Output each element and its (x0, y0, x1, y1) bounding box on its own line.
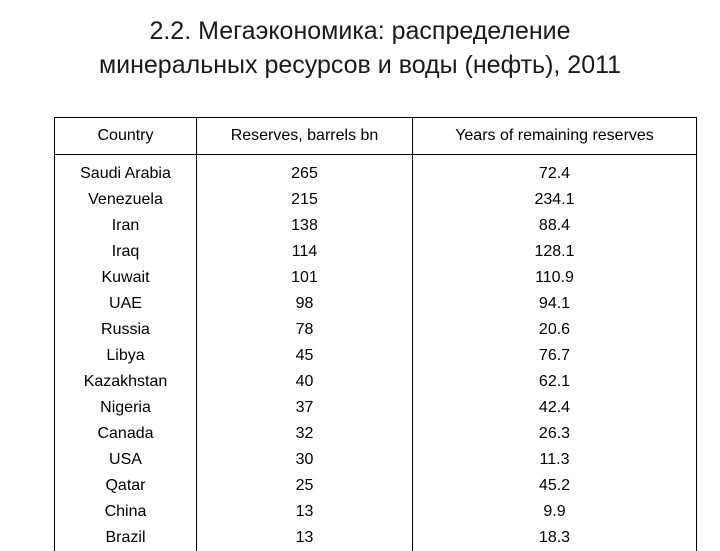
cell-reserves: 215 (197, 187, 413, 213)
cell-years: 62.1 (413, 369, 697, 395)
cell-reserves: 78 (197, 317, 413, 343)
table-row (55, 421, 697, 447)
table-row (55, 239, 697, 265)
cell-years: 110.9 (413, 265, 697, 291)
cell-country: Iraq (55, 239, 197, 265)
cell-years: 94.1 (413, 291, 697, 317)
table-row (55, 343, 697, 369)
cell-reserves: 37 (197, 395, 413, 421)
oil-reserves-table (54, 117, 697, 551)
cell-country: Saudi Arabia (55, 155, 197, 188)
table-row (55, 447, 697, 473)
cell-reserves: 30 (197, 447, 413, 473)
cell-reserves: 101 (197, 265, 413, 291)
cell-country: Kuwait (55, 265, 197, 291)
table-row (55, 499, 697, 525)
table-header-row (55, 118, 697, 155)
cell-years: 45.2 (413, 473, 697, 499)
cell-country: China (55, 499, 197, 525)
table-row (55, 265, 697, 291)
cell-country: Iran (55, 213, 197, 239)
table-row (55, 187, 697, 213)
cell-reserves: 40 (197, 369, 413, 395)
cell-years: 128.1 (413, 239, 697, 265)
title-line-2: минеральных ресурсов и воды (нефть), 2011 (98, 51, 622, 79)
table-row (55, 317, 697, 343)
cell-years: 234.1 (413, 187, 697, 213)
cell-country: Libya (55, 343, 197, 369)
cell-reserves: 138 (197, 213, 413, 239)
cell-years: 76.7 (413, 343, 697, 369)
cell-reserves: 114 (197, 239, 413, 265)
cell-years: 26.3 (413, 421, 697, 447)
cell-reserves: 265 (197, 155, 413, 188)
header-years-remaining: Years of remaining reserves (413, 118, 697, 155)
cell-country: Venezuela (55, 187, 197, 213)
cell-reserves: 45 (197, 343, 413, 369)
cell-reserves: 13 (197, 525, 413, 551)
cell-country: USA (55, 447, 197, 473)
cell-country: Nigeria (55, 395, 197, 421)
cell-country: Qatar (55, 473, 197, 499)
cell-years: 42.4 (413, 395, 697, 421)
cell-years: 9.9 (413, 499, 697, 525)
header-reserves: Reserves, barrels bn (197, 118, 413, 155)
cell-years: 88.4 (413, 213, 697, 239)
title-line-1: 2.2. Мегаэкономика: распределение (149, 17, 571, 45)
table-row (55, 213, 697, 239)
table-row (55, 525, 697, 551)
cell-reserves: 32 (197, 421, 413, 447)
cell-country: Russia (55, 317, 197, 343)
cell-reserves: 25 (197, 473, 413, 499)
cell-country: Brazil (55, 525, 197, 551)
table-row (55, 473, 697, 499)
header-country: Country (55, 118, 197, 155)
table-row (55, 291, 697, 317)
table-row (55, 395, 697, 421)
cell-reserves: 98 (197, 291, 413, 317)
table-row (55, 369, 697, 395)
slide-title (0, 14, 720, 82)
cell-years: 18.3 (413, 525, 697, 551)
cell-years: 72.4 (413, 155, 697, 188)
cell-country: Kazakhstan (55, 369, 197, 395)
cell-years: 11.3 (413, 447, 697, 473)
cell-country: Canada (55, 421, 197, 447)
cell-years: 20.6 (413, 317, 697, 343)
cell-reserves: 13 (197, 499, 413, 525)
table-row (55, 155, 697, 188)
cell-country: UAE (55, 291, 197, 317)
